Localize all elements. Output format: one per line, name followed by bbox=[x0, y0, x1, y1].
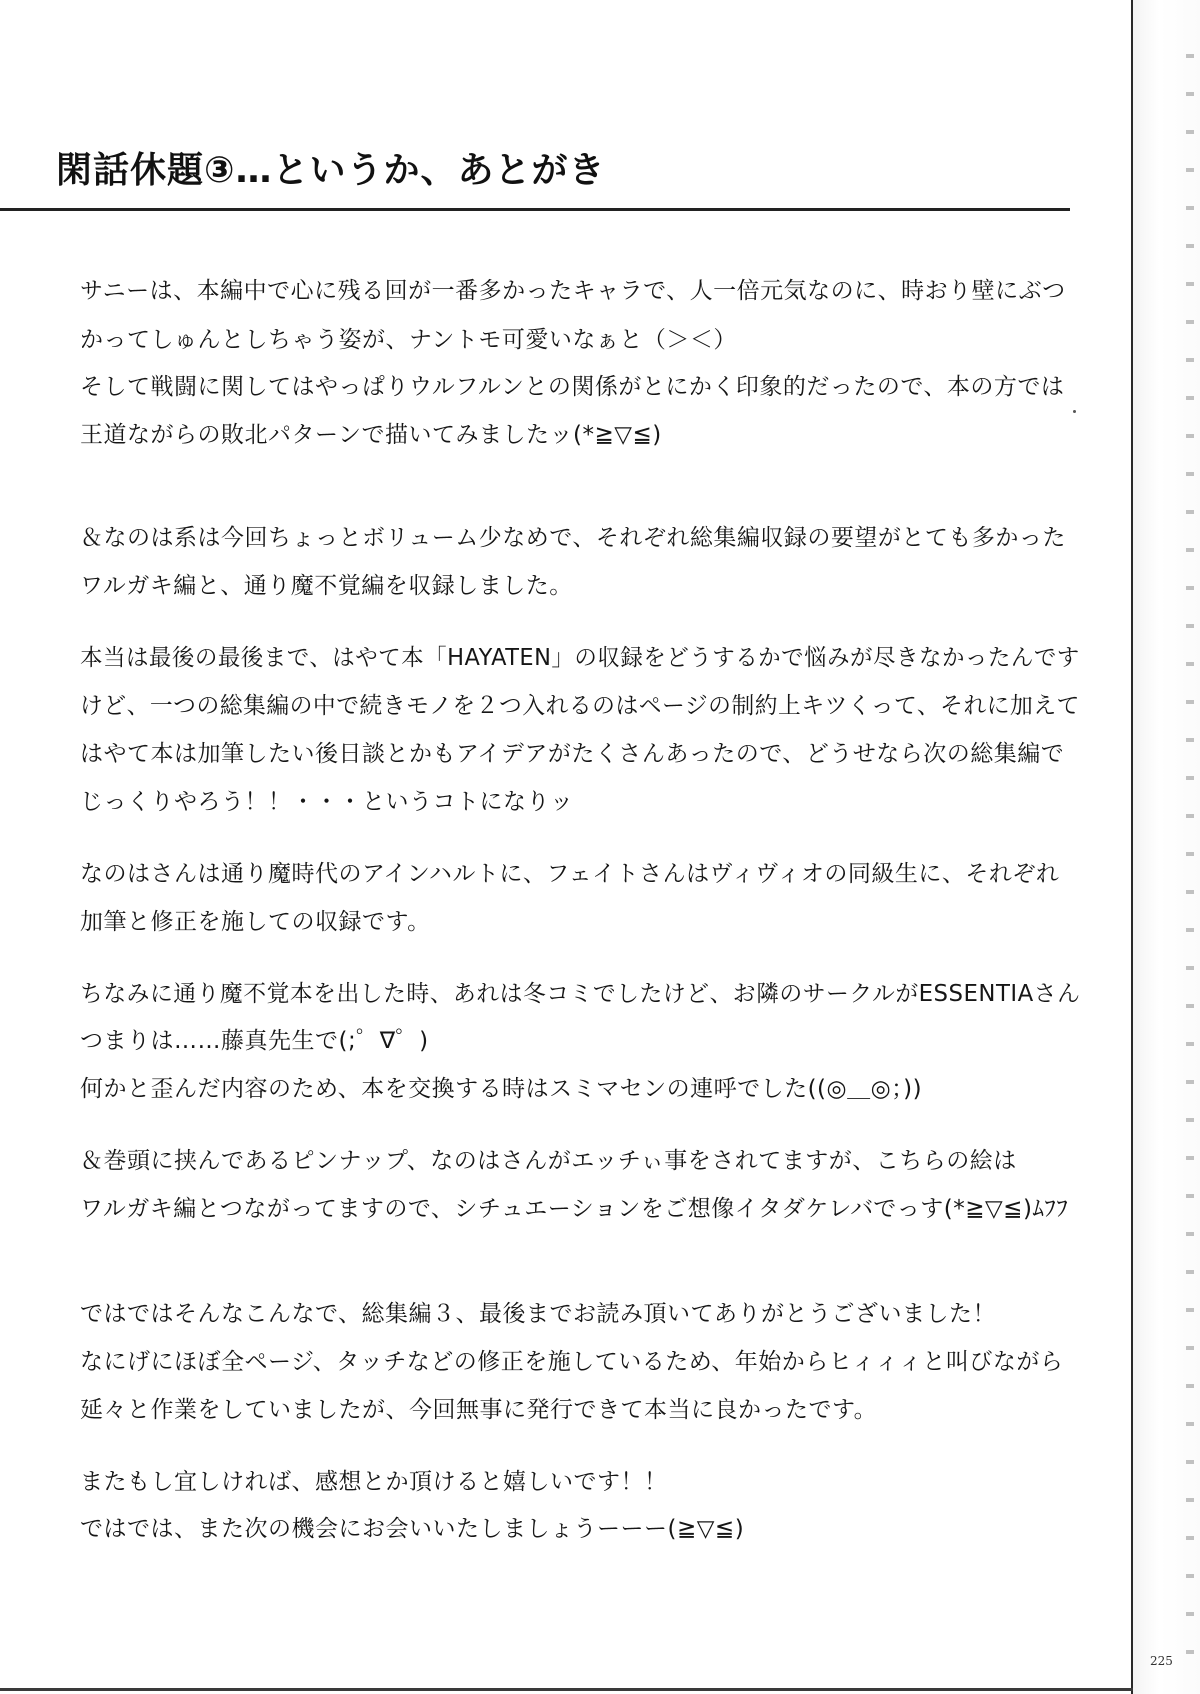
text-line: ワルガキ編と、通り魔不覚編を収録しました。 bbox=[80, 573, 573, 599]
text-line: ワルガキ編とつながってますので、シチュエーションをご想像イタダケレバでっす(*≧▽≦)ﾑﾌﾌ bbox=[80, 1196, 1069, 1222]
text-line: けど、一つの総集編の中で続きモノを２つ入れるのはページの制約上キツくって、それに加えて bbox=[80, 693, 1080, 719]
text-line: つまりは……藤真先生で(;゜∇゜) bbox=[80, 1028, 429, 1054]
binding-marks bbox=[1186, 20, 1194, 1660]
stray-dot bbox=[1073, 410, 1076, 413]
text-line: なにげにほぼ全ページ、タッチなどの修正を施しているため、年始からヒィィィと叫びながら bbox=[80, 1349, 1064, 1375]
page-number: 225 bbox=[1150, 1654, 1173, 1668]
text-line: ＆なのは系は今回ちょっとボリューム少なめで、それぞれ総集編収録の要望がとても多かった bbox=[80, 525, 1066, 551]
text-line: なのはさんは通り魔時代のアインハルトに、フェイトさんはヴィヴィオの同級生に、それぞれ bbox=[80, 861, 1060, 887]
text-line: そして戦闘に関してはやっぱりウルフルンとの関係がとにかく印象的だったので、本の方では bbox=[80, 374, 1065, 400]
text-line: かってしゅんとしちゃう姿が、ナントモ可愛いなぁと（＞＜） bbox=[80, 327, 737, 353]
title-underline bbox=[0, 208, 1070, 211]
text-line: 本当は最後の最後まで、はやて本「HAYATEN」の収録をどうするかで悩みが尽きなかったんです bbox=[80, 645, 1080, 671]
text-line: ではではそんなこんなで、総集編３、最後までお読み頂いてありがとうございました！ bbox=[80, 1301, 997, 1327]
text-line: 延々と作業をしていましたが、今回無事に発行できて本当に良かったです。 bbox=[80, 1397, 878, 1423]
text-line: 王道ながらの敗北パターンで描いてみましたッ(*≧▽≦) bbox=[80, 422, 662, 448]
page-title: 閑話休題③…というか、あとがき bbox=[56, 150, 606, 191]
binding-edge bbox=[1131, 0, 1133, 1694]
text-line: ではでは、また次の機会にお会いいたしましょうーーー(≧▽≦) bbox=[80, 1516, 745, 1542]
text-line: はやて本は加筆したい後日談とかもアイデアがたくさんあったので、どうせなら次の総集編で bbox=[80, 741, 1065, 767]
text-line: 加筆と修正を施しての収録です。 bbox=[80, 909, 431, 935]
text-line: サニーは、本編中で心に残る回が一番多かったキャラで、人一倍元気なのに、時おり壁にぶつ bbox=[80, 278, 1066, 304]
bottom-edge bbox=[0, 1688, 1133, 1691]
text-line: ちなみに通り魔不覚本を出した時、あれは冬コミでしたけど、お隣のサークルがESSENTIAさん bbox=[80, 981, 1081, 1007]
text-line: 何かと歪んだ内容のため、本を交換する時はスミマセンの連呼でした((◎＿◎；)) bbox=[80, 1076, 923, 1102]
text-line: ＆巻頭に挟んであるピンナップ、なのはさんがエッチぃ事をされてますが、こちらの絵は bbox=[80, 1148, 1017, 1174]
text-line: またもし宜しければ、感想とか頂けると嬉しいです！！ bbox=[80, 1469, 668, 1495]
text-line: じっくりやろう！！・・・というコトになりッ bbox=[80, 789, 574, 815]
